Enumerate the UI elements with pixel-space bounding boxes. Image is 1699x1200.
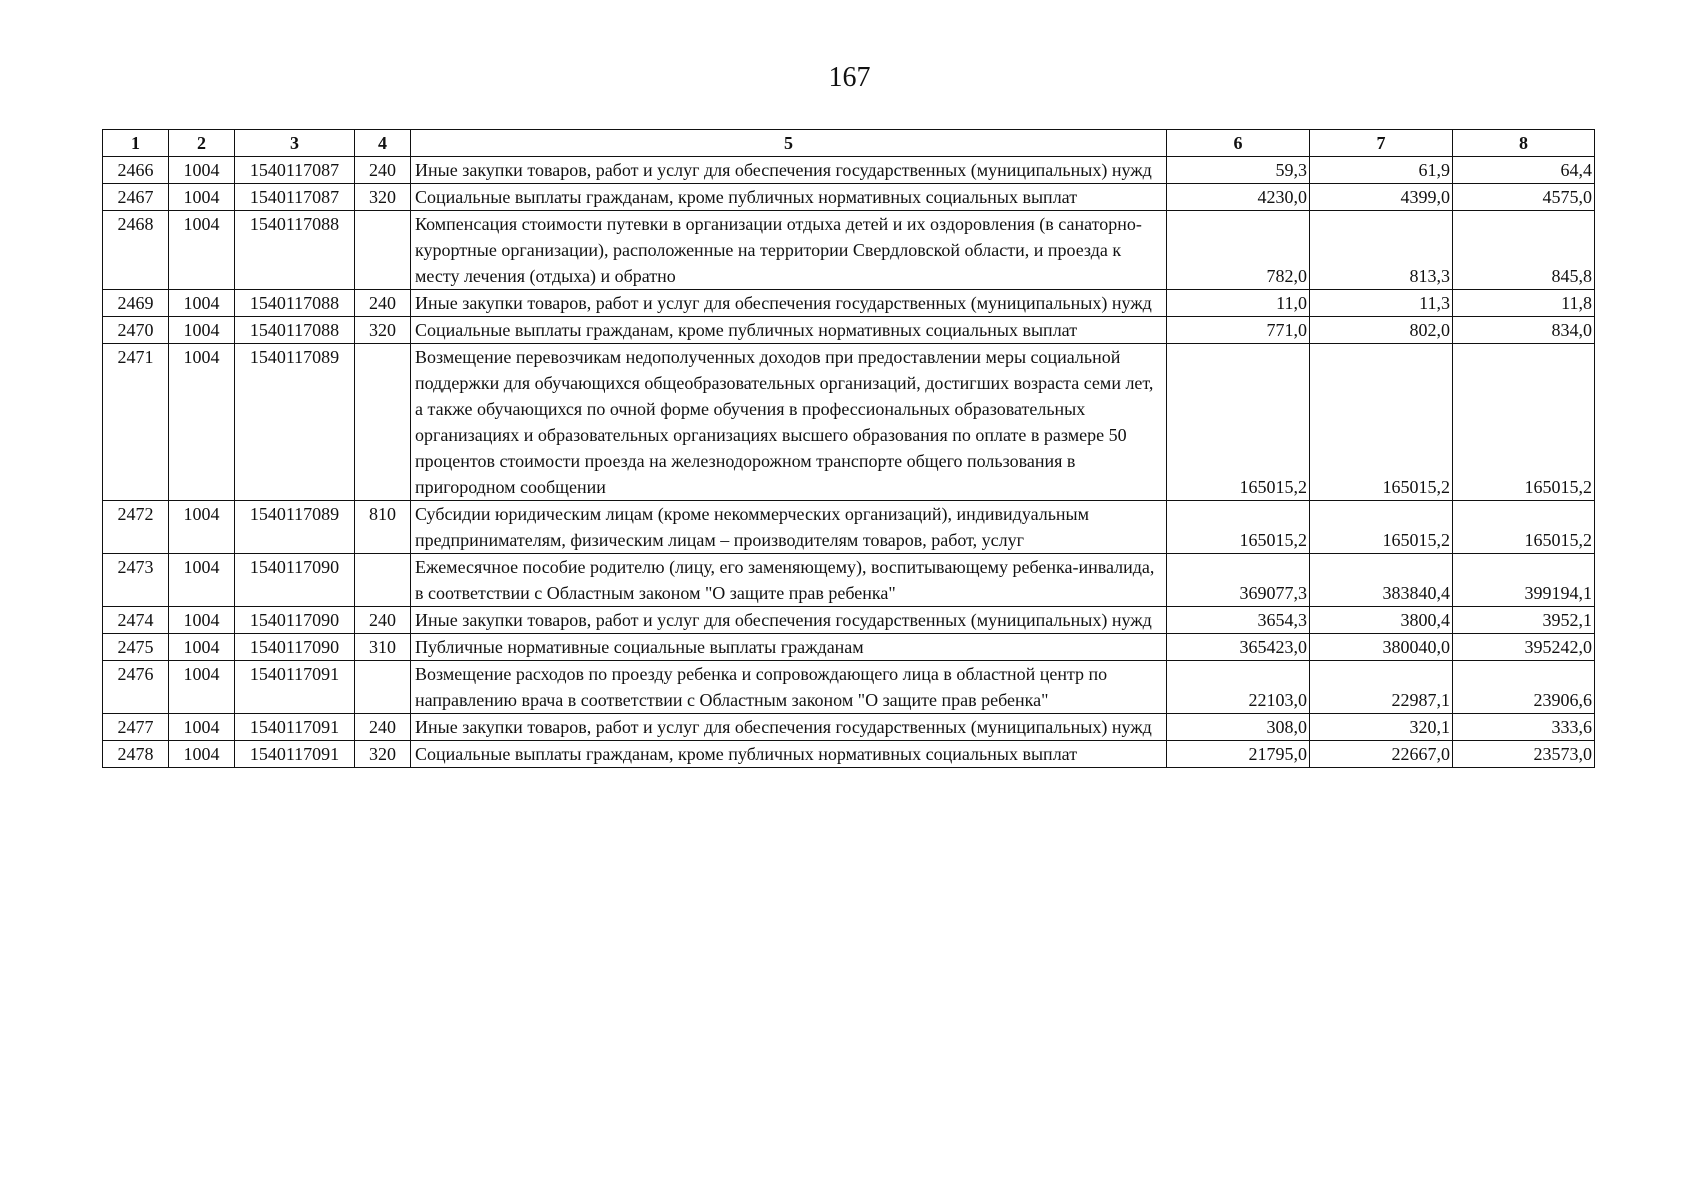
target-article-code-cell: 1540117091 bbox=[235, 661, 355, 714]
amount-col7-cell: 380040,0 bbox=[1310, 634, 1453, 661]
section-code-cell: 1004 bbox=[169, 661, 235, 714]
column-header-3: 3 bbox=[235, 130, 355, 157]
amount-col8-cell: 165015,2 bbox=[1453, 344, 1595, 501]
amount-col6-cell: 308,0 bbox=[1167, 714, 1310, 741]
section-code-cell: 1004 bbox=[169, 501, 235, 554]
column-header-8: 8 bbox=[1453, 130, 1595, 157]
amount-col7-cell: 802,0 bbox=[1310, 317, 1453, 344]
amount-col7-cell: 22667,0 bbox=[1310, 741, 1453, 768]
amount-col6-cell: 365423,0 bbox=[1167, 634, 1310, 661]
row-number-cell: 2470 bbox=[103, 317, 169, 344]
section-code-cell: 1004 bbox=[169, 634, 235, 661]
amount-col7-cell: 3800,4 bbox=[1310, 607, 1453, 634]
column-header-6: 6 bbox=[1167, 130, 1310, 157]
section-code-cell: 1004 bbox=[169, 290, 235, 317]
description-cell: Публичные нормативные социальные выплаты гражданам bbox=[411, 634, 1167, 661]
target-article-code-cell: 1540117090 bbox=[235, 634, 355, 661]
table-row bbox=[103, 741, 1595, 768]
amount-col8-cell: 399194,1 bbox=[1453, 554, 1595, 607]
amount-col7-cell: 22987,1 bbox=[1310, 661, 1453, 714]
target-article-code-cell: 1540117091 bbox=[235, 714, 355, 741]
expense-type-code-cell: 240 bbox=[355, 157, 411, 184]
description-cell: Ежемесячное пособие родителю (лицу, его заменяющему), воспитывающему ребенка-инвалида, в соответствии с Областным законом "О защите прав ребенка" bbox=[411, 554, 1167, 607]
amount-col8-cell: 11,8 bbox=[1453, 290, 1595, 317]
table-row bbox=[103, 661, 1595, 714]
target-article-code-cell: 1540117088 bbox=[235, 211, 355, 290]
table-row bbox=[103, 211, 1595, 290]
column-header-7: 7 bbox=[1310, 130, 1453, 157]
description-cell: Иные закупки товаров, работ и услуг для обеспечения государственных (муниципальных) нужд bbox=[411, 607, 1167, 634]
expense-type-code-cell: 320 bbox=[355, 184, 411, 211]
expense-type-code-cell bbox=[355, 554, 411, 607]
amount-col8-cell: 64,4 bbox=[1453, 157, 1595, 184]
expense-type-code-cell: 240 bbox=[355, 290, 411, 317]
expense-type-code-cell: 320 bbox=[355, 741, 411, 768]
amount-col8-cell: 23906,6 bbox=[1453, 661, 1595, 714]
expense-type-code-cell: 240 bbox=[355, 714, 411, 741]
amount-col7-cell: 383840,4 bbox=[1310, 554, 1453, 607]
expense-type-code-cell: 240 bbox=[355, 607, 411, 634]
expense-type-code-cell: 810 bbox=[355, 501, 411, 554]
amount-col7-cell: 320,1 bbox=[1310, 714, 1453, 741]
amount-col6-cell: 59,3 bbox=[1167, 157, 1310, 184]
amount-col6-cell: 165015,2 bbox=[1167, 344, 1310, 501]
budget-table bbox=[102, 129, 1595, 768]
table-row bbox=[103, 184, 1595, 211]
row-number-cell: 2475 bbox=[103, 634, 169, 661]
row-number-cell: 2474 bbox=[103, 607, 169, 634]
section-code-cell: 1004 bbox=[169, 554, 235, 607]
amount-col8-cell: 165015,2 bbox=[1453, 501, 1595, 554]
amount-col7-cell: 4399,0 bbox=[1310, 184, 1453, 211]
amount-col6-cell: 165015,2 bbox=[1167, 501, 1310, 554]
description-cell: Субсидии юридическим лицам (кроме некоммерческих организаций), индивидуальным предпринимателям, физическим лицам – производителям товаров, работ, услуг bbox=[411, 501, 1167, 554]
column-header-2: 2 bbox=[169, 130, 235, 157]
description-cell: Возмещение перевозчикам недополученных доходов при предоставлении меры социальной поддержки для обучающихся общеобразовательных организаций, достигших возраста семи лет, а также обучающихся по очной форме обучения в профессиональных образовательных организациях и образовательных организациях высшего образования по оплате в размере 50 процентов стоимости проезда на железнодорожном транспорте общего пользования в пригородном сообщении bbox=[411, 344, 1167, 501]
amount-col8-cell: 4575,0 bbox=[1453, 184, 1595, 211]
table-row bbox=[103, 290, 1595, 317]
expense-type-code-cell bbox=[355, 344, 411, 501]
amount-col6-cell: 369077,3 bbox=[1167, 554, 1310, 607]
table-row bbox=[103, 714, 1595, 741]
target-article-code-cell: 1540117089 bbox=[235, 501, 355, 554]
description-cell: Социальные выплаты гражданам, кроме публичных нормативных социальных выплат bbox=[411, 184, 1167, 211]
expense-type-code-cell bbox=[355, 661, 411, 714]
table-row bbox=[103, 157, 1595, 184]
header-row bbox=[103, 130, 1595, 157]
section-code-cell: 1004 bbox=[169, 157, 235, 184]
description-cell: Иные закупки товаров, работ и услуг для обеспечения государственных (муниципальных) нужд bbox=[411, 290, 1167, 317]
expense-type-code-cell: 310 bbox=[355, 634, 411, 661]
column-header-4: 4 bbox=[355, 130, 411, 157]
row-number-cell: 2468 bbox=[103, 211, 169, 290]
amount-col6-cell: 22103,0 bbox=[1167, 661, 1310, 714]
description-cell: Иные закупки товаров, работ и услуг для обеспечения государственных (муниципальных) нужд bbox=[411, 157, 1167, 184]
row-number-cell: 2466 bbox=[103, 157, 169, 184]
amount-col6-cell: 21795,0 bbox=[1167, 741, 1310, 768]
amount-col8-cell: 845,8 bbox=[1453, 211, 1595, 290]
amount-col7-cell: 11,3 bbox=[1310, 290, 1453, 317]
column-header-5: 5 bbox=[411, 130, 1167, 157]
target-article-code-cell: 1540117089 bbox=[235, 344, 355, 501]
row-number-cell: 2471 bbox=[103, 344, 169, 501]
table-body bbox=[103, 157, 1595, 768]
amount-col8-cell: 333,6 bbox=[1453, 714, 1595, 741]
target-article-code-cell: 1540117090 bbox=[235, 554, 355, 607]
target-article-code-cell: 1540117090 bbox=[235, 607, 355, 634]
table-row bbox=[103, 344, 1595, 501]
target-article-code-cell: 1540117088 bbox=[235, 317, 355, 344]
amount-col8-cell: 395242,0 bbox=[1453, 634, 1595, 661]
target-article-code-cell: 1540117088 bbox=[235, 290, 355, 317]
table-row bbox=[103, 634, 1595, 661]
amount-col6-cell: 782,0 bbox=[1167, 211, 1310, 290]
expense-type-code-cell bbox=[355, 211, 411, 290]
amount-col7-cell: 813,3 bbox=[1310, 211, 1453, 290]
row-number-cell: 2472 bbox=[103, 501, 169, 554]
row-number-cell: 2473 bbox=[103, 554, 169, 607]
description-cell: Иные закупки товаров, работ и услуг для обеспечения государственных (муниципальных) нужд bbox=[411, 714, 1167, 741]
description-cell: Социальные выплаты гражданам, кроме публичных нормативных социальных выплат bbox=[411, 741, 1167, 768]
section-code-cell: 1004 bbox=[169, 607, 235, 634]
description-cell: Возмещение расходов по проезду ребенка и сопровождающего лица в областной центр по направлению врача в соответствии с Областным законом "О защите прав ребенка" bbox=[411, 661, 1167, 714]
amount-col8-cell: 3952,1 bbox=[1453, 607, 1595, 634]
table-row bbox=[103, 554, 1595, 607]
amount-col7-cell: 61,9 bbox=[1310, 157, 1453, 184]
description-cell: Социальные выплаты гражданам, кроме публичных нормативных социальных выплат bbox=[411, 317, 1167, 344]
page-number: 167 bbox=[828, 62, 871, 93]
amount-col6-cell: 4230,0 bbox=[1167, 184, 1310, 211]
row-number-cell: 2476 bbox=[103, 661, 169, 714]
target-article-code-cell: 1540117087 bbox=[235, 184, 355, 211]
table-row bbox=[103, 501, 1595, 554]
target-article-code-cell: 1540117087 bbox=[235, 157, 355, 184]
target-article-code-cell: 1540117091 bbox=[235, 741, 355, 768]
amount-col8-cell: 23573,0 bbox=[1453, 741, 1595, 768]
row-number-cell: 2477 bbox=[103, 714, 169, 741]
section-code-cell: 1004 bbox=[169, 714, 235, 741]
amount-col6-cell: 11,0 bbox=[1167, 290, 1310, 317]
amount-col7-cell: 165015,2 bbox=[1310, 501, 1453, 554]
amount-col8-cell: 834,0 bbox=[1453, 317, 1595, 344]
section-code-cell: 1004 bbox=[169, 741, 235, 768]
section-code-cell: 1004 bbox=[169, 317, 235, 344]
table-row bbox=[103, 607, 1595, 634]
row-number-cell: 2478 bbox=[103, 741, 169, 768]
description-cell: Компенсация стоимости путевки в организации отдыха детей и их оздоровления (в санаторно-курортные организации), расположенные на территории Свердловской области, и проезда к месту лечения (отдыха) и обратно bbox=[411, 211, 1167, 290]
column-header-1: 1 bbox=[103, 130, 169, 157]
amount-col6-cell: 3654,3 bbox=[1167, 607, 1310, 634]
amount-col6-cell: 771,0 bbox=[1167, 317, 1310, 344]
table-row bbox=[103, 317, 1595, 344]
row-number-cell: 2467 bbox=[103, 184, 169, 211]
section-code-cell: 1004 bbox=[169, 184, 235, 211]
amount-col7-cell: 165015,2 bbox=[1310, 344, 1453, 501]
row-number-cell: 2469 bbox=[103, 290, 169, 317]
expense-type-code-cell: 320 bbox=[355, 317, 411, 344]
section-code-cell: 1004 bbox=[169, 211, 235, 290]
section-code-cell: 1004 bbox=[169, 344, 235, 501]
